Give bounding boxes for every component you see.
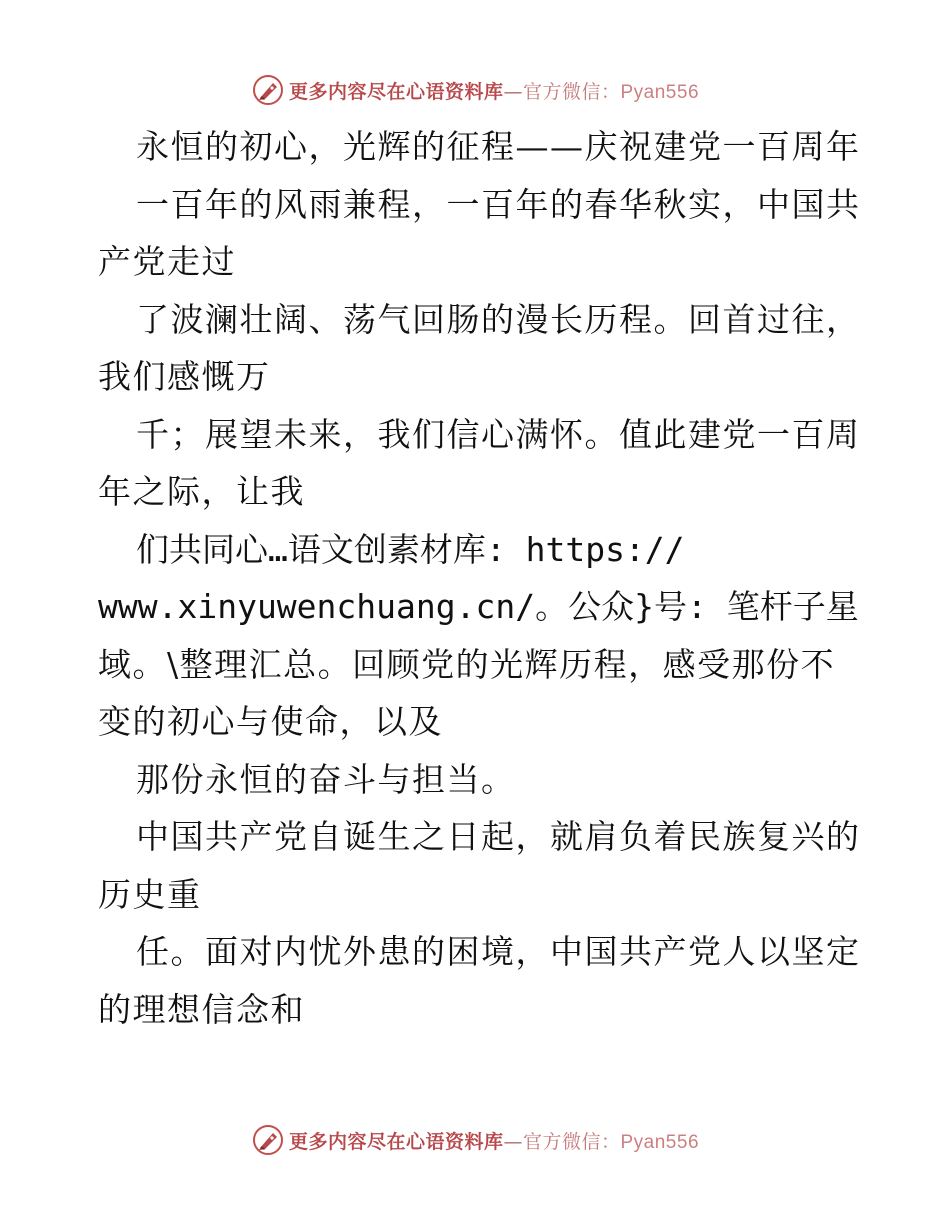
- text-line: 变的初心与使命，以及: [98, 702, 443, 741]
- banner-text: [289, 77, 699, 104]
- banner-main-text: 更多内容尽在心语资料库: [288, 1130, 504, 1153]
- pen-nib-logo-icon: [251, 1123, 285, 1157]
- banner-wechat-label: 官方微信：: [522, 80, 621, 103]
- text-line: 年之际，让我: [98, 472, 305, 511]
- banner-wechat-label: 官方微信：: [522, 1130, 621, 1153]
- banner-wechat-id: Pyan556: [620, 1131, 700, 1153]
- text-line: 一百年的风雨兼程，一百年的春华秋实，中国共: [136, 184, 861, 224]
- text-line: 产党走过: [98, 242, 236, 281]
- text-line: 中国共产党自诞生之日起，就肩负着民族复兴的: [136, 817, 861, 856]
- text-line: 域。\整理汇总。回顾党的光辉历程，感受那份不: [98, 644, 836, 684]
- document-body: [98, 118, 861, 1038]
- banner-main-text: 更多内容尽在心语资料库: [288, 80, 504, 103]
- text-line: 任。面对内忧外患的困境，中国共产党人以坚定: [136, 932, 861, 971]
- text-line: 们共同心…语文创素材库: https://: [136, 529, 685, 569]
- header-banner: [0, 70, 950, 110]
- text-line: 千；展望未来，我们信心满怀。值此建党一百周: [136, 414, 861, 454]
- text-line: 历史重: [98, 874, 202, 914]
- pen-nib-logo-icon: [251, 73, 285, 107]
- text-line: 的理想信念和: [98, 989, 305, 1029]
- title-line: 永恒的初心，光辉的征程——庆祝建党一百周年: [136, 127, 861, 166]
- text-line: 我们感慨万: [98, 357, 271, 396]
- banner-wechat-id: Pyan556: [620, 81, 700, 103]
- banner-text: [289, 1127, 699, 1154]
- text-line: www.xinyuwenchuang.cn/。公众}号: 笔杆子星: [98, 587, 859, 626]
- footer-banner: [0, 1120, 950, 1160]
- text-line: 那份永恒的奋斗与担当。: [136, 759, 516, 799]
- banner-dash: —: [503, 80, 523, 103]
- text-line: 了波澜壮阔、荡气回肠的漫长历程。回首过往，: [136, 299, 861, 339]
- banner-dash: —: [503, 1130, 523, 1153]
